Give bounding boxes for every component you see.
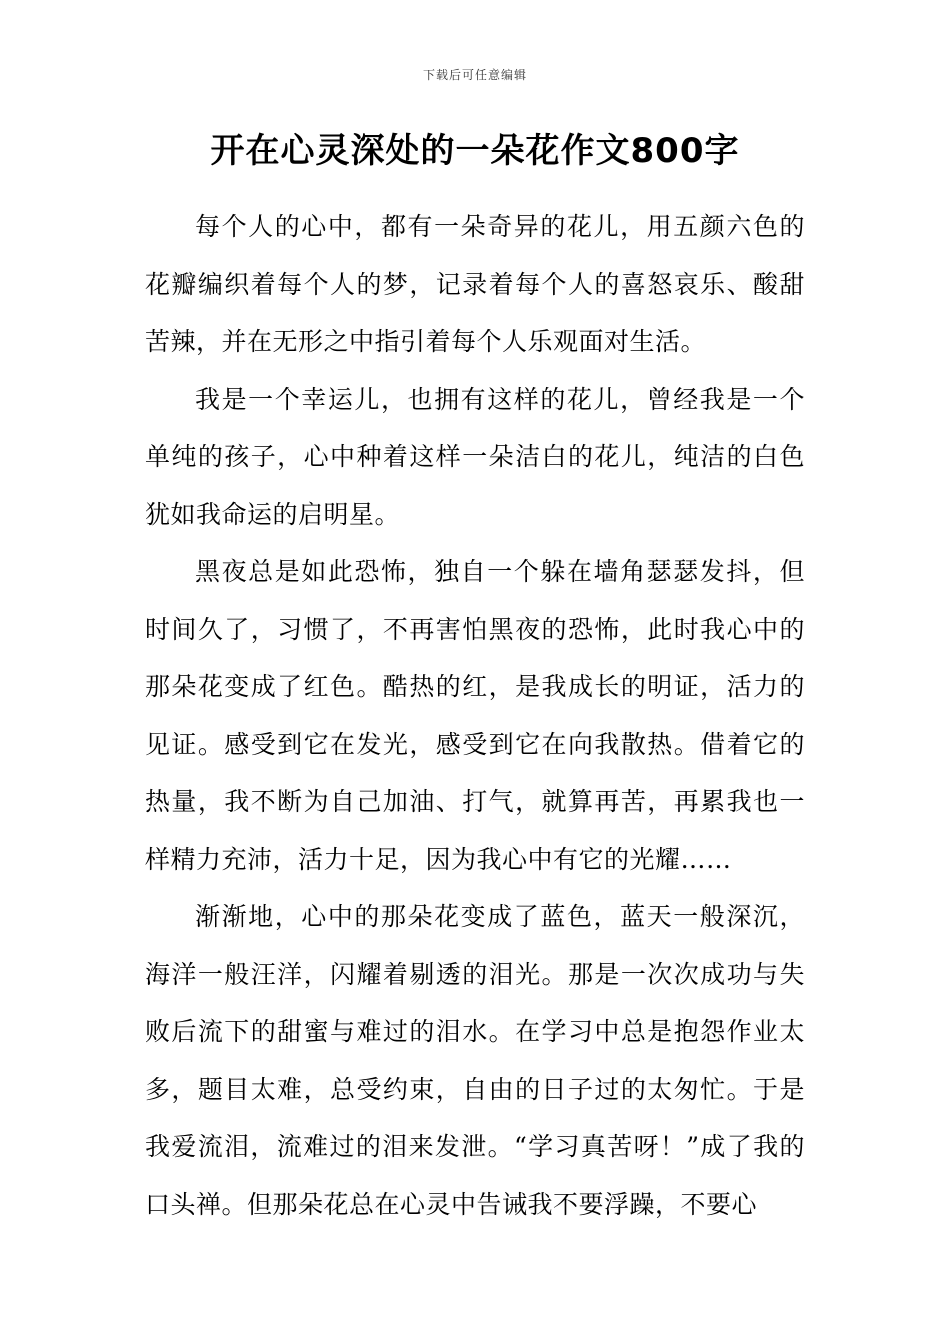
document-body	[145, 198, 805, 1233]
paragraph-2: 我是一个幸运儿，也拥有这样的花儿，曾经我是一个单纯的孩子，心中种着这样一朵洁白的花儿，纯洁的白色犹如我命运的启明星。	[145, 384, 805, 529]
paragraph-1: 每个人的心中，都有一朵奇异的花儿，用五颜六色的花瓣编织着每个人的梦，记录着每个人的喜怒哀乐、酸甜苦辣，并在无形之中指引着每个人乐观面对生活。	[145, 212, 805, 356]
paragraph-4: 渐渐地，心中的那朵花变成了蓝色，蓝天一般深沉，海洋一般汪洋，闪耀着剔透的泪光。那是一次次成功与失败后流下的甜蜜与难过的泪水。在学习中总是抱怨作业太多，题目太难，总受约束，自由的日子过的太匆忙。于是我爱流泪，流难过的泪来发泄。“学习真苦呀！”成了我的口头禅。但那朵花总在心灵中告诫我不要浮躁，不要心	[145, 902, 805, 1219]
document-title: 开在心灵深处的一朵花作文800字	[210, 131, 740, 171]
header-note: 下载后可任意编辑	[422, 68, 527, 82]
paragraph-3: 黑夜总是如此恐怖，独自一个躲在墙角瑟瑟发抖，但时间久了，习惯了，不再害怕黑夜的恐怖，此时我心中的那朵花变成了红色。酷热的红，是我成长的明证，活力的见证。感受到它在发光，感受到它在向我散热。借着它的热量，我不断为自己加油、打气，就算再苦，再累我也一样精力充沛，活力十足，因为我心中有它的光耀……	[145, 557, 805, 874]
